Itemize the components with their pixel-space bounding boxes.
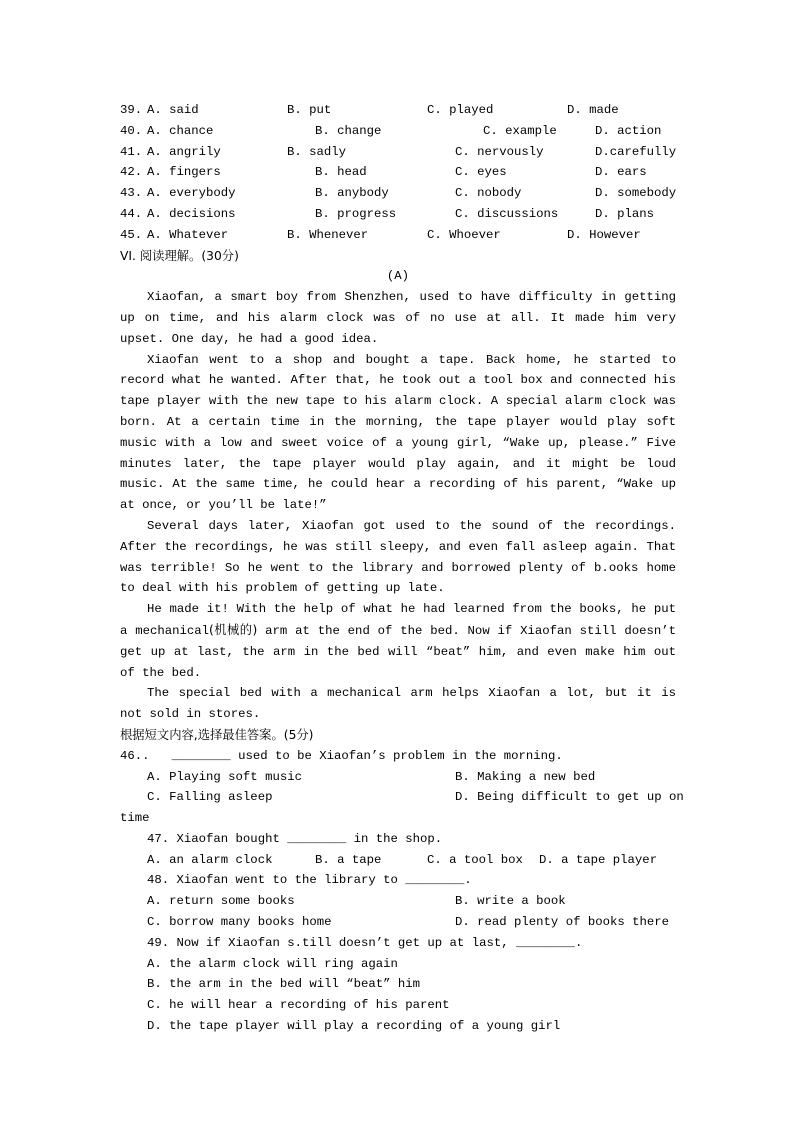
option-d: D. a tape player (539, 852, 658, 867)
option-a: A. an alarm clock (147, 852, 273, 867)
option-c: C. played (427, 103, 494, 117)
question-number: 44. (120, 206, 143, 221)
option-c: C. Falling asleep (147, 790, 273, 805)
passage-paragraph-1: Xiaofan, a smart boy from Shenzhen, used to have difficulty in getting up on time, and his alarm clock was of no use at all. It made him very upset. One day, he had a good idea. (120, 290, 676, 346)
option-c: C. discussions (455, 206, 559, 221)
option-a: A. Playing soft music (147, 769, 302, 784)
option-b: B. a tape (315, 852, 382, 867)
question-number: 42. (120, 165, 143, 180)
question-48-options-cd (120, 912, 676, 933)
question-47-options (120, 850, 676, 871)
question-48-options-ab (120, 891, 676, 912)
option-b: B. sadly (287, 144, 347, 159)
option-c: C. a tool box (427, 852, 523, 867)
question-48-stem: 48. Xiaofan went to the library to ________. (147, 873, 472, 888)
option-a: A. Whatever (147, 227, 229, 242)
option-a: A. fingers (147, 165, 221, 180)
question-46-options-cd (120, 787, 684, 808)
passage-paragraph-5: The special bed with a mechanical arm helps Xiaofan a lot, but it is not sold in stores. (120, 686, 676, 722)
option-row-40 (120, 121, 676, 142)
option-d: D. read plenty of books there (455, 915, 670, 930)
question-46-option-d-wrap: time (120, 811, 150, 826)
option-d: D. However (567, 227, 641, 242)
cloze-options-block (120, 100, 676, 246)
option-c: C. example (483, 123, 557, 138)
option-c: C. Whoever (427, 227, 501, 242)
section-heading: VI. 阅读理解。(30分) (120, 248, 239, 263)
passage-paragraph-4 (120, 599, 676, 683)
question-46-options-ab (120, 767, 676, 788)
option-b: B. head (315, 165, 367, 180)
question-49-option-d: D. the tape player will play a recording of a young girl (147, 1019, 561, 1034)
option-row-41 (120, 142, 676, 163)
option-c: C. nobody (455, 186, 522, 201)
option-a: A. everybody (147, 186, 236, 201)
option-d: D. Being difficult to get up on (455, 790, 684, 805)
option-row-45 (120, 225, 676, 246)
option-row-42 (120, 162, 676, 183)
question-number: 45. (120, 227, 143, 242)
question-46-stem: 46.. ________ used to be Xiaofan’s problem in the morning. (120, 748, 563, 763)
question-number: 40. (120, 123, 143, 138)
paragraph-4-part-2: arm at the end of the bed. Now if Xiaofan still doesn’t get up at last, the arm in the bed will “beat” him, and even make him out of the bed. (120, 623, 676, 680)
option-b: B. change (315, 123, 382, 138)
option-b: B. Making a new bed (455, 769, 596, 784)
option-b: B. Whenever (287, 227, 369, 242)
option-row-39 (120, 100, 676, 121)
question-47-stem: 47. Xiaofan bought ________ in the shop. (147, 831, 443, 846)
option-a: A. chance (147, 123, 214, 138)
question-49-option-c: C. he will hear a recording of his parent (147, 998, 450, 1013)
question-number: 39. (120, 103, 143, 117)
question-number: 41. (120, 144, 143, 159)
exam-page (120, 100, 684, 1037)
option-c: C. eyes (455, 165, 507, 180)
option-d: D. action (595, 123, 662, 138)
option-c: C. nervously (455, 144, 544, 159)
option-row-43 (120, 183, 676, 204)
option-b: B. write a book (455, 894, 566, 909)
option-a: A. said (147, 103, 199, 117)
option-b: B. anybody (315, 186, 389, 201)
question-49-option-b: B. the arm in the bed will “beat” him (147, 977, 421, 992)
question-number: 43. (120, 186, 143, 201)
option-a: A. angrily (147, 144, 221, 159)
paragraph-4-part-1: He made it! With the help of what he had learned from the books, he put a mechanical (120, 602, 676, 638)
mechanical-gloss: (机械的) (209, 622, 258, 637)
option-a: A. decisions (147, 206, 236, 221)
option-d: D. somebody (595, 186, 677, 201)
option-d: D. plans (595, 206, 655, 221)
reading-instruction: 根据短文内容,选择最佳答案。(5分) (120, 727, 314, 742)
option-a: A. return some books (147, 894, 295, 909)
option-d: D. made (567, 103, 619, 117)
option-d: D.carefully (595, 144, 677, 159)
option-b: B. put (287, 103, 332, 117)
passage-paragraph-2: Xiaofan went to a shop and bought a tape. Back home, he started to record what he wanted. After that, he took out a tool box and connected his tape player with the new tape to his alarm clock. A special alarm clock was born. At a certain time in the morning, the tape player would play soft music with a low and sweet voice of a young girl, “Wake up, please.” Five minutes later, the tape player would play again, and it might be loud music. At the same time, he could hear a recording of his parent, “Wake up at once, or you’ll be late!” (120, 352, 676, 513)
option-row-44 (120, 204, 676, 225)
question-49-stem: 49. Now if Xiaofan s.till doesn’t get up at last, ________. (147, 935, 583, 950)
question-49-option-a: A. the alarm clock will ring again (147, 956, 398, 971)
passage-paragraph-3: Several days later, Xiaofan got used to the sound of the recordings. After the recordings, he was still sleepy, and even fall asleep again. That was terrible! So he went to the library and borrowed plenty of b.ooks home to deal with his problem of getting up late. (120, 518, 676, 596)
option-b: B. progress (315, 206, 397, 221)
option-d: D. ears (595, 165, 647, 180)
passage-label: (A) (386, 269, 410, 284)
option-c: C. borrow many books home (147, 915, 332, 930)
